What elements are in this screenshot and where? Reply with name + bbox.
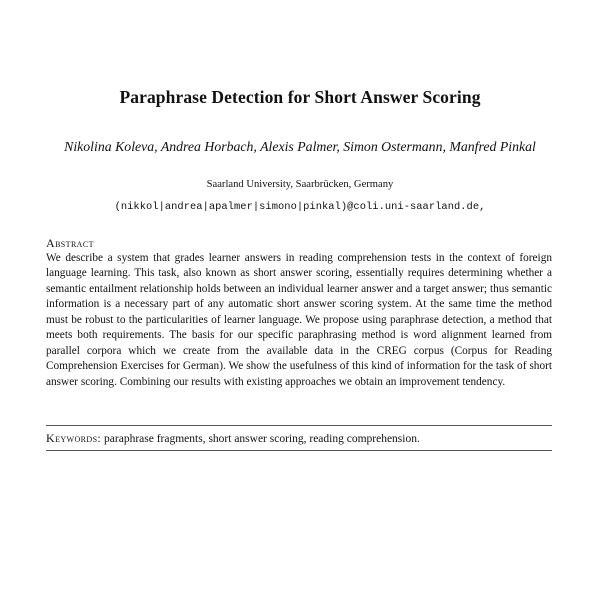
keywords-top-rule <box>46 425 552 426</box>
affiliation: Saarland University, Saarbrücken, Germany <box>206 179 394 190</box>
author-list: Nikolina Koleva, Andrea Horbach, Alexis Palmer, Simon Ostermann, Manfred Pinkal <box>64 139 536 154</box>
paper-title: Paraphrase Detection for Short Answer Scoring <box>119 87 481 107</box>
keywords-text: paraphrase fragments, short answer scoring, reading comprehension. <box>104 433 420 445</box>
keywords-bottom-rule <box>46 450 552 451</box>
keywords-line <box>46 431 552 447</box>
author-emails: (nikkol|andrea|apalmer|simono|pinkal)@coli.uni-saarland.de, <box>114 201 486 213</box>
keywords-label: Keywords: <box>46 431 102 445</box>
abstract-text: We describe a system that grades learner answers in reading comprehension tests in the context of foreign language learning. This task, also known as short answer scoring, essentially requires determining whether a semantic entailment relationship holds between an individual learner answer and a target answer; thus semantic information is a necessary part of any automatic short answer scoring system. At the same time the method must be robust to the particularities of learner language. We propose using paraphrase detection, a method that meets both requirements. The basis for our specific paraphrasing method is word alignment learned from parallel corpora which we create from the available data in the CREG corpus (Corpus for Reading Comprehension Exercises for German). We show the usefulness of this kind of information for the task of short answer scoring. Combining our results with existing approaches we obtain an improvement tendency. <box>46 252 552 388</box>
abstract-heading: Abstract <box>46 236 94 250</box>
